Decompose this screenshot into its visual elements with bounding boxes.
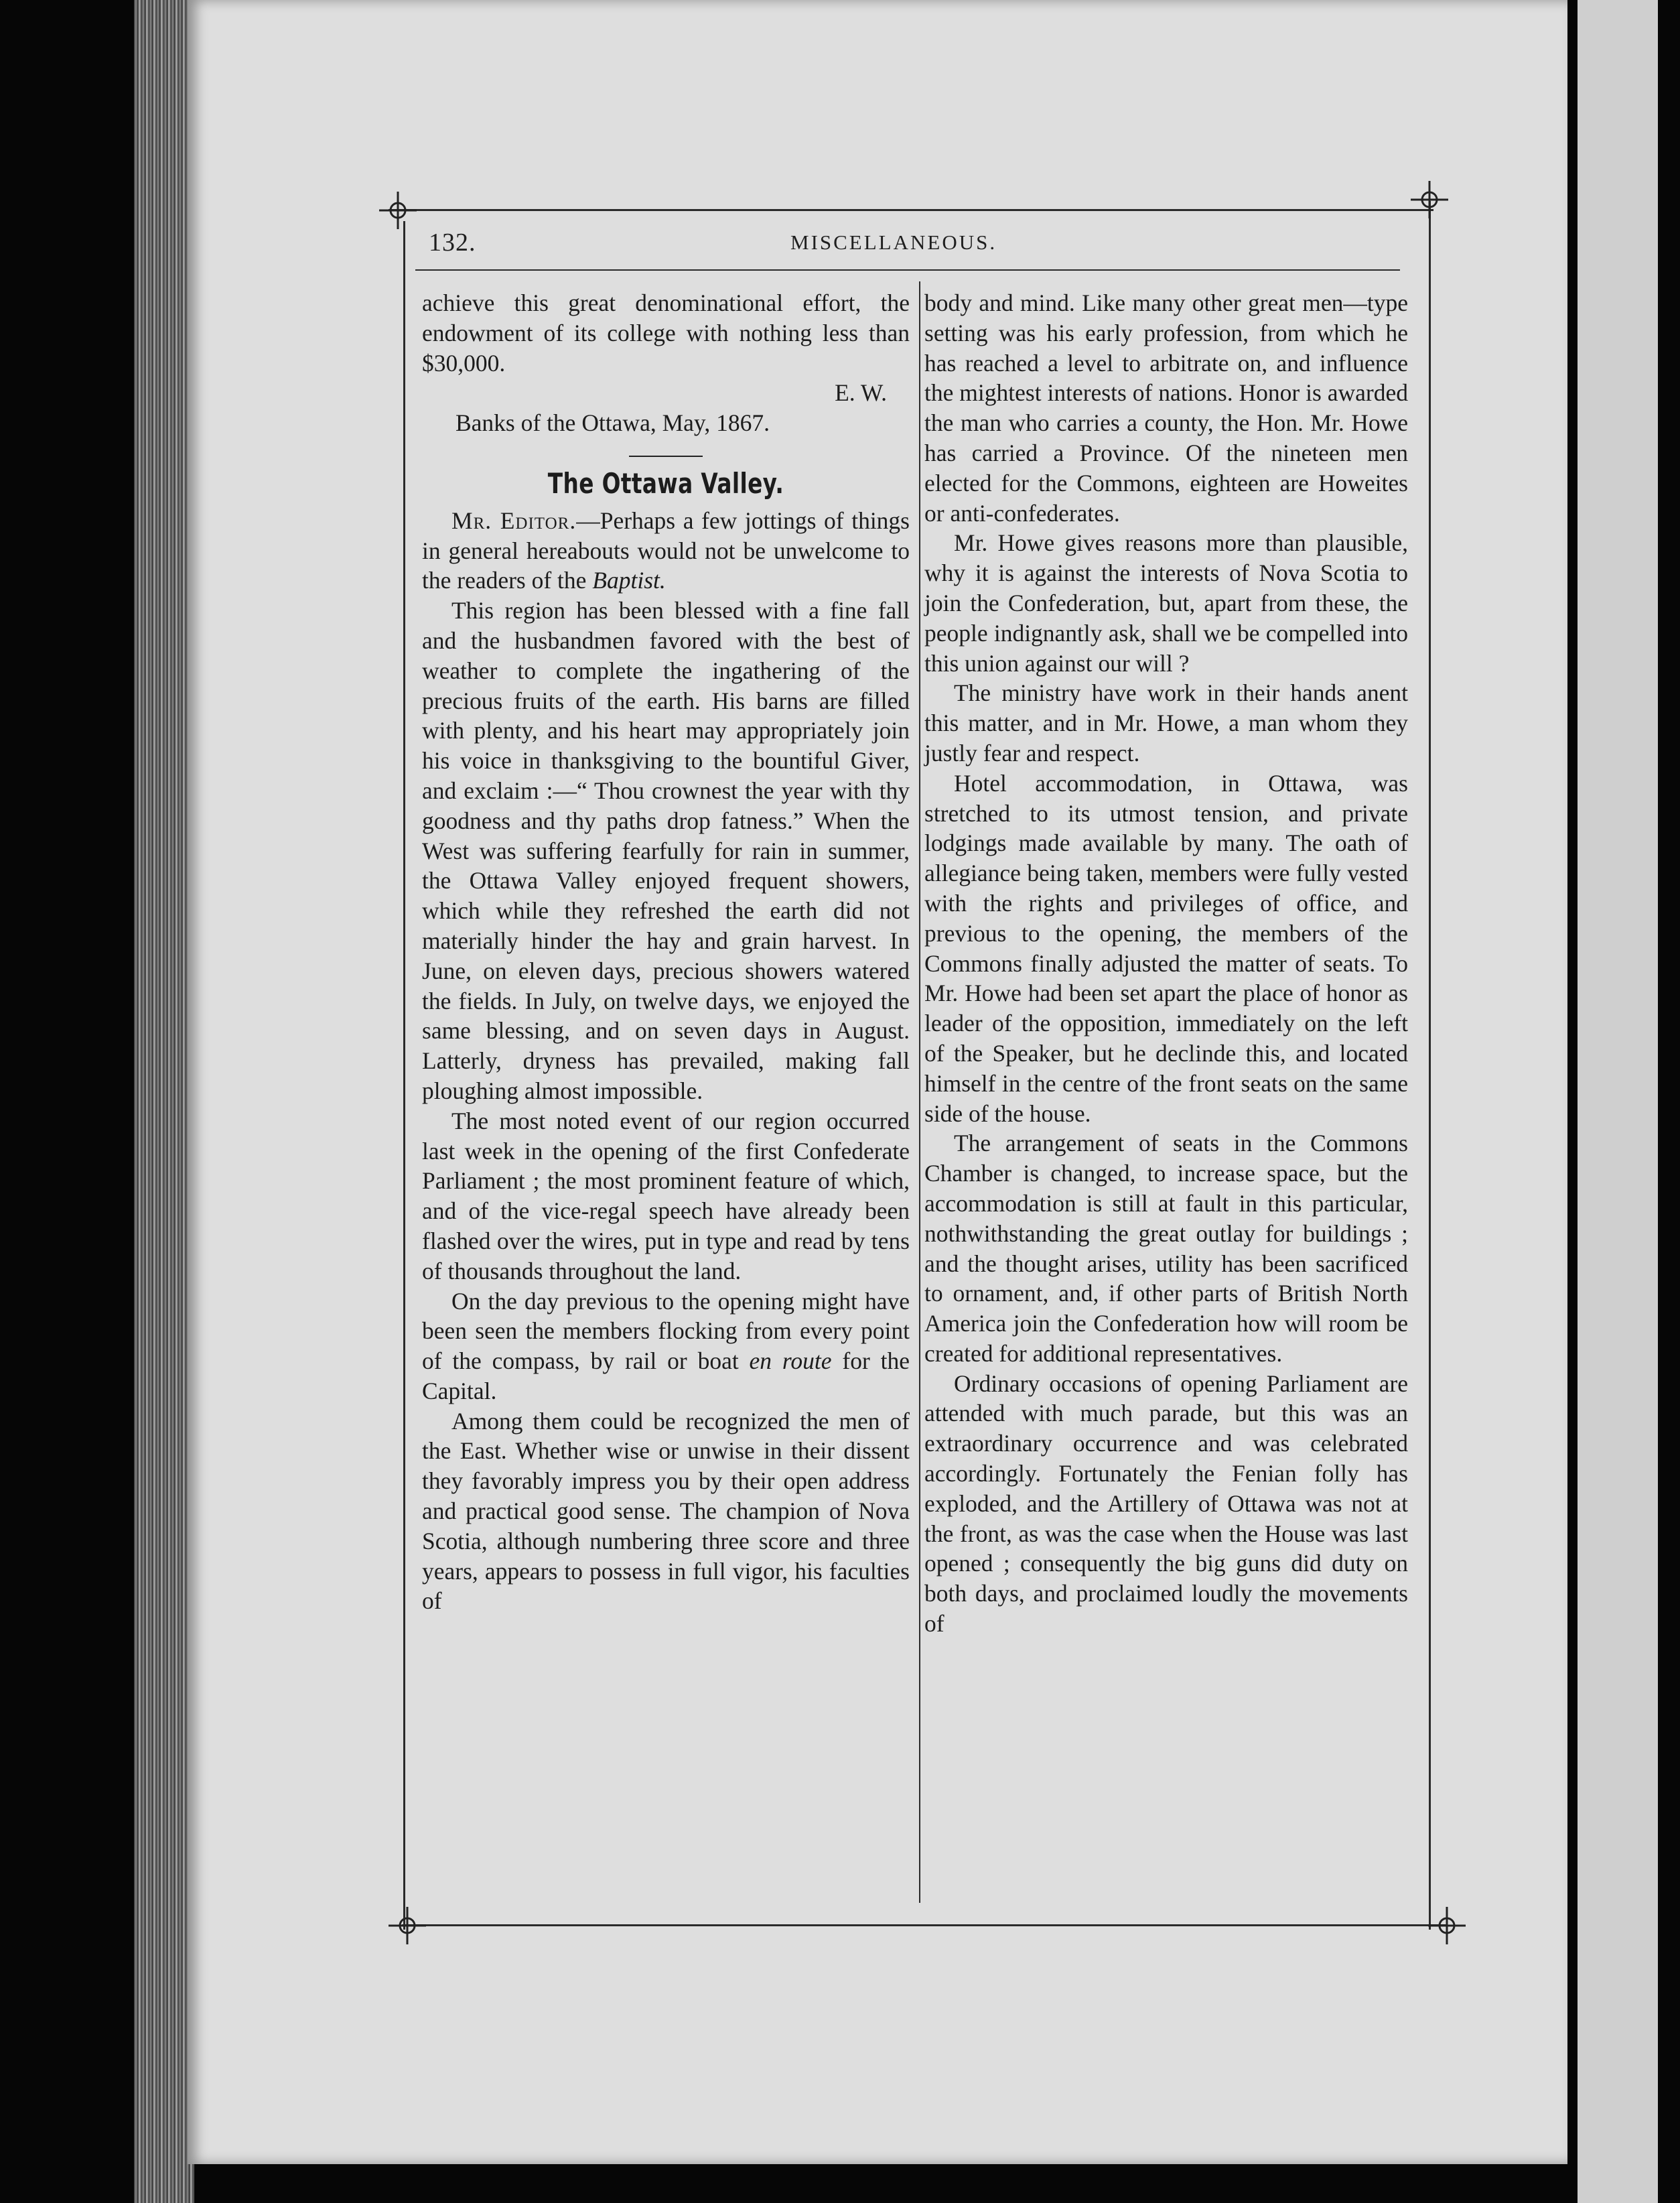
- corner-ornament-icon: [1411, 181, 1448, 218]
- paragraph: This region has been blessed with a fine fall and the husbandmen favored with the best of weather to complete the ingathering of the precious fruits of the earth. His barns are filled with plenty, and his heart may appropriately join his voice in thanksgiving to the bountiful Giver, and exclaim :—“ Thou crownest the year with thy goodness and thy paths drop fatness.” When the West was suffering fearfully for rain in summer, the Ottawa Valley enjoyed frequent showers, which while they refreshed the earth did not materially hinder the hay and grain harvest. In June, on eleven days, precious showers watered the fields. In July, on twelve days, we enjoyed the same blessing, and on seven days in August. Latterly, dryness has prevailed, making fall ploughing almost impossible.: [422, 597, 910, 1104]
- header-underline-rule: [415, 269, 1400, 271]
- corner-ornament-icon: [389, 1907, 426, 1944]
- signature: E. W.: [835, 379, 887, 407]
- left-column: [422, 288, 910, 1616]
- salutation: Mr. Editor.: [451, 507, 577, 534]
- corner-ornament-icon: [379, 192, 417, 229]
- paragraph: Hotel accommodation, in Ottawa, was stretched to its utmost tension, and private lodgings made available by many. The oath of allegiance being taken, members were fully vested with the rights and privileges of office, and previous to the opening, the members of the Commons finally adjusted the matter of seats. To Mr. Howe had been set apart the place of honor as leader of the opposition, immediately on the left of the Speaker, but he declinde this, and located himself in the centre of the front seats on the same side of the house.: [924, 769, 1408, 1127]
- paragraph: On the day previous to the opening might have been seen the members flocking from every point of the compass, by rail or boat en route for the Capital.: [422, 1287, 910, 1404]
- paragraph: achieve this great denominational effort, the endowment of its college with nothing less than $30,000.: [422, 289, 910, 377]
- paragraph: The most noted event of our region occurred last week in the opening of the first Confederate Parliament ; the most prominent feature of which, and of the vice-regal speech have already been flashed over the wires, put in type and read by tens of thousands throughout the land.: [422, 1107, 910, 1284]
- dateline: Banks of the Ottawa, May, 1867.: [456, 409, 770, 437]
- frame-right-rule: [1429, 201, 1431, 1930]
- page-number: 132.: [429, 228, 476, 257]
- page-header: [429, 228, 1413, 268]
- paragraph: The ministry have work in their hands anent this matter, and in Mr. Howe, a man whom they justly fear and respect.: [924, 679, 1408, 766]
- paragraph: Ordinary occasions of opening Parliament are attended with much parade, but this was an extraordinary occurrence and was celebrated accordingly. Fortunately the Fenian folly has exploded, and the Artillery of Ottawa was not at the front, as was the case when the House was last opened ; consequently the big guns did duty on both days, and proclaimed loudly the movements of: [924, 1370, 1408, 1638]
- paragraph: body and mind. Like many other great men—type setting was his early profession, from which he has reached a level to arbitrate on, and influence the mightest interests of nations. Honor is awarded the man who carries a county, the Hon. Mr. Howe has carried a Province. Of the nineteen men elected for the Commons, eighteen are Howeites or anti-confederates.: [924, 289, 1408, 527]
- corner-ornament-icon: [1428, 1907, 1466, 1944]
- running-head: MISCELLANEOUS.: [790, 230, 997, 254]
- paragraph: Mr. Howe gives reasons more than plausible, why it is against the interests of Nova Scotia to join the Confederation, but, apart from these, the people indignantly ask, shall we be compelled into this union against our will ?: [924, 529, 1408, 677]
- right-column: [924, 288, 1408, 1639]
- section-divider: [629, 456, 703, 457]
- paragraph: Mr. Editor.—Perhaps a few jottings of things in general hereabouts would not be unwelcome to the readers of the Baptist.: [422, 507, 910, 594]
- paragraph: Among them could be recognized the men of the East. Whether wise or unwise in their dissent they favorably impress you by their open address and practical good sense. The champion of Nova Scotia, although numbering three score and three years, appears to possess in full vigor, his faculties of: [422, 1407, 910, 1615]
- frame-left-rule: [403, 221, 405, 1930]
- frame-bottom-rule: [402, 1924, 1447, 1926]
- paragraph: The arrangement of seats in the Commons Chamber is changed, to increase space, but the accommodation is still at fault in this particular, nothwithstanding the great outlay for buildings ; and the thought arises, utility has been sacrificed to ornament, and, if other parts of British North America join the Confederation how will room be created for additional representatives.: [924, 1130, 1408, 1367]
- frame-top-rule: [389, 209, 1433, 211]
- article-headline: The Ottawa Valley.: [547, 466, 784, 500]
- column-divider-rule: [919, 281, 920, 1903]
- book-page-edges: [134, 0, 194, 2203]
- adjacent-page-strip: [1578, 0, 1658, 2203]
